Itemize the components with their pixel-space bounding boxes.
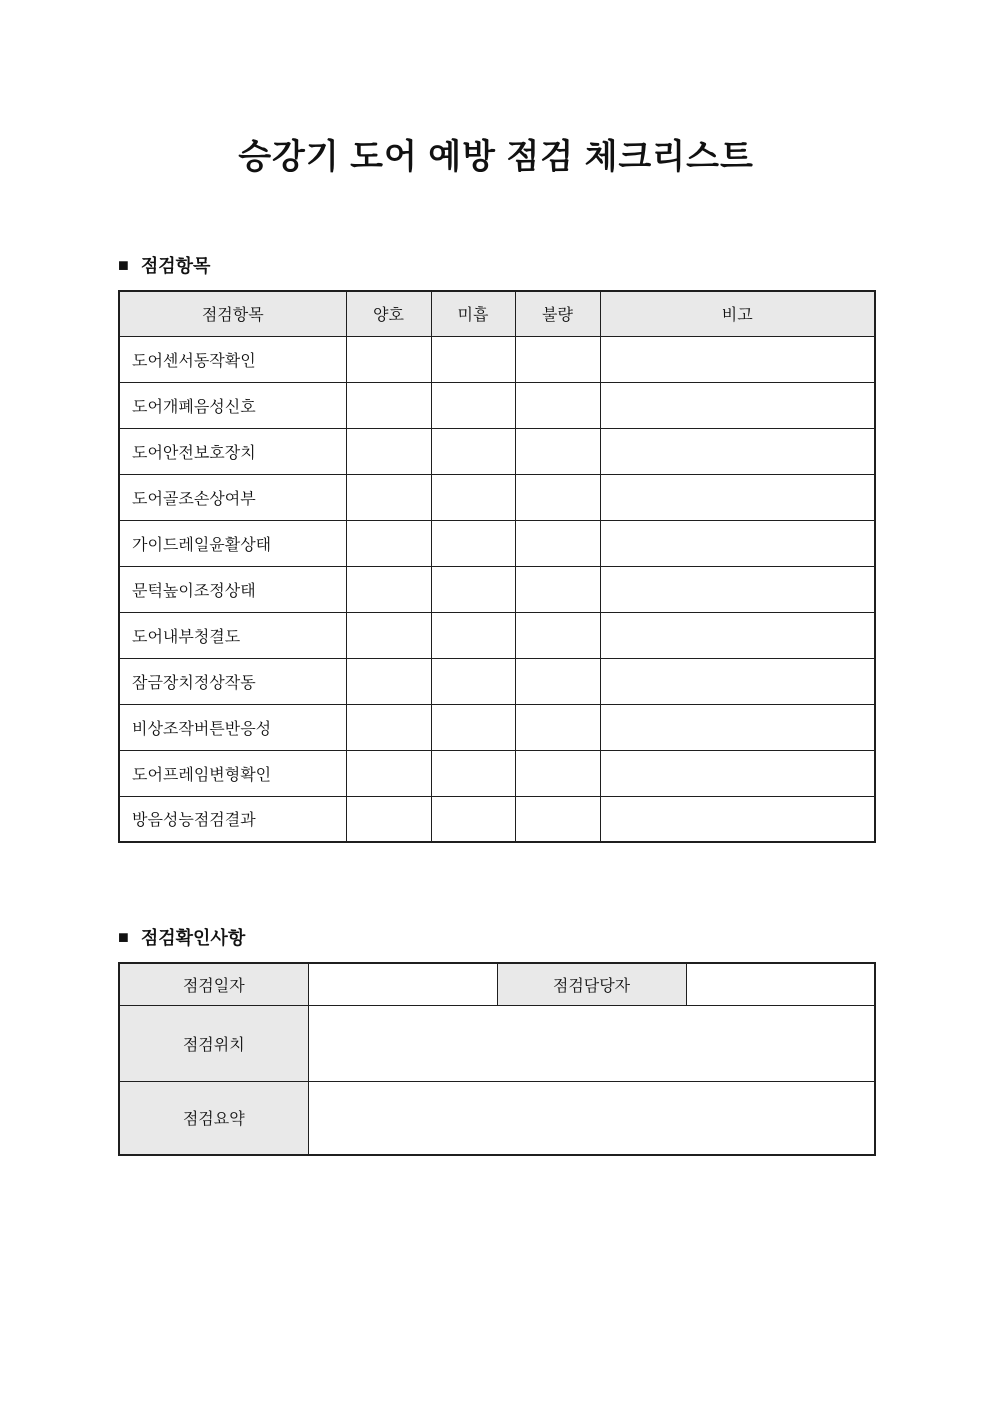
- remarks-cell[interactable]: [600, 520, 875, 566]
- date-label: 점검일자: [119, 963, 308, 1005]
- inspector-label: 점검담당자: [497, 963, 686, 1005]
- table-row: [119, 566, 875, 612]
- table-row: [119, 796, 875, 842]
- inspection-item-label: 도어내부청결도: [119, 612, 346, 658]
- table-row: [119, 428, 875, 474]
- rating-cell-good[interactable]: [346, 704, 431, 750]
- rating-cell-fair[interactable]: [431, 796, 515, 842]
- table-row: [119, 336, 875, 382]
- table-row: [119, 612, 875, 658]
- rating-cell-poor[interactable]: [515, 336, 600, 382]
- table-row: [119, 704, 875, 750]
- location-input-cell[interactable]: [308, 1005, 875, 1081]
- column-header-good: 양호: [346, 291, 431, 336]
- rating-cell-good[interactable]: [346, 428, 431, 474]
- rating-cell-fair[interactable]: [431, 658, 515, 704]
- table-row: [119, 1081, 875, 1155]
- rating-cell-good[interactable]: [346, 336, 431, 382]
- table-row: [119, 382, 875, 428]
- summary-input-cell[interactable]: [308, 1081, 875, 1155]
- page-title: 승강기 도어 예방 점검 체크리스트: [238, 138, 754, 176]
- column-header-item: 점검항목: [119, 291, 346, 336]
- section-heading-confirmation: [118, 924, 245, 950]
- inspection-item-label: 도어안전보호장치: [119, 428, 346, 474]
- date-input-cell[interactable]: [308, 963, 497, 1005]
- rating-cell-poor[interactable]: [515, 612, 600, 658]
- rating-cell-good[interactable]: [346, 750, 431, 796]
- rating-cell-poor[interactable]: [515, 704, 600, 750]
- inspection-item-label: 도어골조손상여부: [119, 474, 346, 520]
- rating-cell-good[interactable]: [346, 796, 431, 842]
- inspection-item-label: 방음성능점검결과: [119, 796, 346, 842]
- remarks-cell[interactable]: [600, 566, 875, 612]
- rating-cell-poor[interactable]: [515, 566, 600, 612]
- remarks-cell[interactable]: [600, 428, 875, 474]
- table-row: [119, 750, 875, 796]
- rating-cell-poor[interactable]: [515, 382, 600, 428]
- section-heading-items-label: 점검항목: [140, 256, 211, 276]
- table-row: [119, 1005, 875, 1081]
- rating-cell-fair[interactable]: [431, 428, 515, 474]
- column-header-remarks: 비고: [600, 291, 875, 336]
- table-row: [119, 963, 875, 1005]
- rating-cell-fair[interactable]: [431, 474, 515, 520]
- rating-cell-fair[interactable]: [431, 382, 515, 428]
- rating-cell-poor[interactable]: [515, 796, 600, 842]
- square-bullet-icon: ■: [118, 255, 129, 275]
- table-row: [119, 658, 875, 704]
- rating-cell-poor[interactable]: [515, 474, 600, 520]
- rating-cell-good[interactable]: [346, 612, 431, 658]
- inspection-item-label: 비상조작버튼반응성: [119, 704, 346, 750]
- rating-cell-good[interactable]: [346, 566, 431, 612]
- table-row: [119, 474, 875, 520]
- remarks-cell[interactable]: [600, 796, 875, 842]
- table-row: [119, 520, 875, 566]
- rating-cell-fair[interactable]: [431, 566, 515, 612]
- inspection-item-label: 문턱높이조정상태: [119, 566, 346, 612]
- inspection-item-label: 도어센서동작확인: [119, 336, 346, 382]
- square-bullet-icon: ■: [118, 927, 129, 947]
- inspector-input-cell[interactable]: [686, 963, 875, 1005]
- location-label: 점검위치: [119, 1005, 308, 1081]
- remarks-cell[interactable]: [600, 658, 875, 704]
- table-header-row: [119, 291, 875, 336]
- inspection-item-label: 도어개폐음성신호: [119, 382, 346, 428]
- remarks-cell[interactable]: [600, 382, 875, 428]
- section-heading-items: [118, 252, 210, 278]
- rating-cell-good[interactable]: [346, 520, 431, 566]
- inspection-confirmation-table: [118, 962, 876, 1156]
- summary-label: 점검요약: [119, 1081, 308, 1155]
- rating-cell-fair[interactable]: [431, 750, 515, 796]
- rating-cell-fair[interactable]: [431, 336, 515, 382]
- rating-cell-good[interactable]: [346, 382, 431, 428]
- column-header-poor: 불량: [515, 291, 600, 336]
- rating-cell-poor[interactable]: [515, 750, 600, 796]
- remarks-cell[interactable]: [600, 612, 875, 658]
- rating-cell-poor[interactable]: [515, 520, 600, 566]
- inspection-item-label: 가이드레일윤활상태: [119, 520, 346, 566]
- rating-cell-good[interactable]: [346, 658, 431, 704]
- inspection-item-label: 도어프레임변형확인: [119, 750, 346, 796]
- remarks-cell[interactable]: [600, 704, 875, 750]
- rating-cell-poor[interactable]: [515, 658, 600, 704]
- inspection-item-label: 잠금장치정상작동: [119, 658, 346, 704]
- section-heading-confirmation-label: 점검확인사항: [140, 928, 246, 948]
- rating-cell-good[interactable]: [346, 474, 431, 520]
- inspection-items-table: [118, 290, 876, 843]
- rating-cell-fair[interactable]: [431, 612, 515, 658]
- rating-cell-fair[interactable]: [431, 520, 515, 566]
- remarks-cell[interactable]: [600, 750, 875, 796]
- rating-cell-fair[interactable]: [431, 704, 515, 750]
- remarks-cell[interactable]: [600, 474, 875, 520]
- rating-cell-poor[interactable]: [515, 428, 600, 474]
- remarks-cell[interactable]: [600, 336, 875, 382]
- column-header-fair: 미흡: [431, 291, 515, 336]
